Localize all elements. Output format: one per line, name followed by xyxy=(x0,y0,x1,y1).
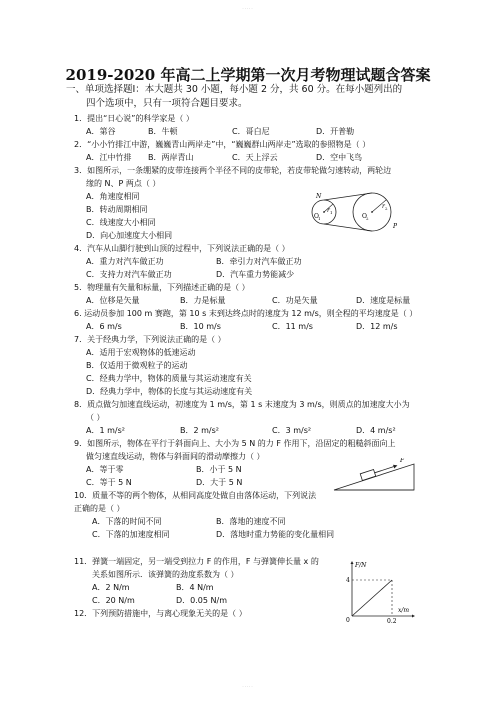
q8-stem-line1: 8．质点做匀加速直线运动，初速度为 1 m/s，第 1 s 末速度为 3 m/s，则质点的加速度大小为 xyxy=(74,400,410,409)
page-title: 2019-2020 年高二上学期第一次月考物理试题含答案 xyxy=(65,66,431,84)
q6-option-d: D．12 m/s xyxy=(356,322,398,331)
q3-stem-line1: 3．如图所示，一条绷紧的皮带连接两个半径不同的皮带轮，若皮带轮做匀速转动，两轮边 xyxy=(74,166,392,175)
q11-stem-line2: 关系如图所示．该弹簧的劲度系数为（ ） xyxy=(92,570,239,579)
q10-stem-line1: 10．质量不等的两个物体，从相同高度处做自由落体运动，下列说法 xyxy=(74,491,317,500)
q1-option-c: C．哥白尼 xyxy=(232,127,270,136)
force-f-label: F xyxy=(400,458,405,464)
incline-figure xyxy=(330,458,422,494)
block xyxy=(360,469,375,480)
q2-option-a: A．江中竹排 xyxy=(86,153,132,162)
o1-subscript: 1 xyxy=(318,216,321,221)
q10-option-b: B．落地的速度不同 xyxy=(216,517,286,526)
q2-stem: 2．“小小竹排江中游，巍巍青山两岸走”中，“巍巍群山两岸走”选取的参照物是（ ） xyxy=(74,140,371,149)
q12-stem: 12．下列预防措施中，与离心现象无关的是（ ） xyxy=(74,609,247,618)
q7-option-a: A．适用于宏观物体的低速运动 xyxy=(86,348,196,357)
q6-option-c: C．11 m/s xyxy=(272,322,313,331)
belt-top xyxy=(324,193,372,200)
q9-stem-line2: 做匀速直线运动，物体与斜面间的滑动摩擦力（ ） xyxy=(86,452,265,461)
q3-option-c: C．线速度大小相同 xyxy=(86,218,156,227)
q9-option-d: D．大于 5 N xyxy=(196,478,243,487)
q9-stem-line1: 9．如图所示，物体在平行于斜面向上、大小为 5 N 的力 F 作用下，沿固定的粗糙斜面向上 xyxy=(74,439,396,448)
origin-label: 0 xyxy=(346,617,350,624)
q9-option-b: B．小于 5 N xyxy=(196,465,242,474)
q7-stem: 7．关于经典力学，下列说法正确的是（ ） xyxy=(74,335,226,344)
q6-option-a: A．6 m/s xyxy=(86,322,122,331)
q4-option-a: A．重力对汽车做正功 xyxy=(86,257,164,266)
q8-option-a: A．1 m/s² xyxy=(86,426,125,435)
force-line xyxy=(352,580,392,616)
q5-option-a: A．位移是矢量 xyxy=(86,296,140,305)
r1-subscript: 1 xyxy=(330,210,333,215)
y-tick-4: 4 xyxy=(346,577,350,584)
q8-stem-line2: （ ） xyxy=(86,413,105,422)
q2-option-c: C．天上浮云 xyxy=(232,153,278,162)
q4-option-d: D．汽车重力势能减少 xyxy=(216,270,295,279)
q10-stem-line2: 正确的是（ ） xyxy=(74,504,125,513)
page-header: ····· xyxy=(242,6,254,11)
point-n-label: N xyxy=(316,193,322,200)
q1-option-a: A．第谷 xyxy=(86,127,116,136)
q2-option-b: B．两岸青山 xyxy=(148,153,194,162)
x-axis-label: x/m xyxy=(398,607,410,614)
q4-option-b: B．牵引力对汽车做正功 xyxy=(216,257,302,266)
x-tick-0-2: 0.2 xyxy=(387,618,397,624)
point-p-label: P xyxy=(393,223,398,230)
q2-option-d: D．空中飞鸟 xyxy=(316,153,363,162)
q1-option-b: B．牛顿 xyxy=(148,127,178,136)
q6-option-b: B．10 m/s xyxy=(180,322,221,331)
q11-option-c: C．20 N/m xyxy=(92,596,135,605)
o2-subscript: 2 xyxy=(366,216,369,221)
q7-option-c: C．经典力学中，物体的质量与其运动速度有关 xyxy=(86,374,252,383)
q5-stem: 5．物理量有矢量和标量，下列描述正确的是（ ） xyxy=(74,283,250,292)
q5-option-d: D．速度是标量 xyxy=(356,296,411,305)
q8-option-d: D．4 m/s² xyxy=(356,426,396,435)
q9-option-a: A．等于零 xyxy=(86,465,124,474)
r2-subscript: 2 xyxy=(385,206,388,211)
q10-option-a: A．下落的时间不同 xyxy=(92,517,162,526)
r2-label: r xyxy=(382,203,385,210)
section-heading-line1: 一、单项选择题Ⅰ：本大题共 30 小题，每小题 2 分，共 60 分。在每小题列出的 xyxy=(66,84,403,95)
section-heading-line2: 四个选项中，只有一项符合题目要求。 xyxy=(86,98,248,109)
q6-stem: 6. 运动员参加 100 m 赛跑，第 10 s 末到达终点时的速度为 12 m/s，则全程的平均速度是（ ） xyxy=(74,309,418,318)
q3-option-b: B．转动周期相同 xyxy=(86,205,148,214)
spring-force-graph xyxy=(342,560,416,624)
q3-option-d: D．向心加速度大小相同 xyxy=(86,231,173,240)
q3-option-a: A．角速度相同 xyxy=(86,192,140,201)
q4-stem: 4．汽车从山脚行驶到山顶的过程中，下列说法正确的是（ ） xyxy=(74,244,290,253)
q1-stem: 1．提出“日心说”的科学家是（ ） xyxy=(74,114,194,123)
q4-option-c: C．支持力对汽车做正功 xyxy=(86,270,172,279)
q11-option-a: A．2 N/m xyxy=(92,583,130,592)
q10-option-c: C．下落的加速度相同 xyxy=(92,530,170,539)
q3-stem-line2: 缘的 N、P 两点（ ） xyxy=(86,179,161,188)
belt-bottom xyxy=(324,224,372,231)
q8-option-b: B．2 m/s² xyxy=(180,426,219,435)
q5-option-b: B．力是标量 xyxy=(180,296,226,305)
q10-option-d: D．落地时重力势能的变化量相同 xyxy=(216,530,335,539)
belt-pulley-figure xyxy=(296,188,416,236)
o1-label: O xyxy=(314,213,319,220)
q11-option-d: D．0.05 N/m xyxy=(176,596,227,605)
o2-label: O xyxy=(362,213,367,220)
q11-option-b: B．4 N/m xyxy=(176,583,214,592)
q7-option-b: B．仅适用于微观粒子的运动 xyxy=(86,361,188,370)
y-axis-label: F/N xyxy=(355,562,367,569)
q7-option-d: D．经典力学中，物体的长度与其运动速度有关 xyxy=(86,387,253,396)
r1-label: r xyxy=(327,207,330,214)
q11-stem-line1: 11．弹簧一端固定，另一端受到拉力 F 的作用，F 与弹簧伸长量 x 的 xyxy=(74,557,319,566)
q8-option-c: C．3 m/s² xyxy=(272,426,312,435)
q9-option-c: C．等于 5 N xyxy=(86,478,132,487)
q5-option-c: C．功是矢量 xyxy=(272,296,318,305)
page-footer: ····· xyxy=(242,684,254,689)
q1-option-d: D．开普勒 xyxy=(316,127,355,136)
